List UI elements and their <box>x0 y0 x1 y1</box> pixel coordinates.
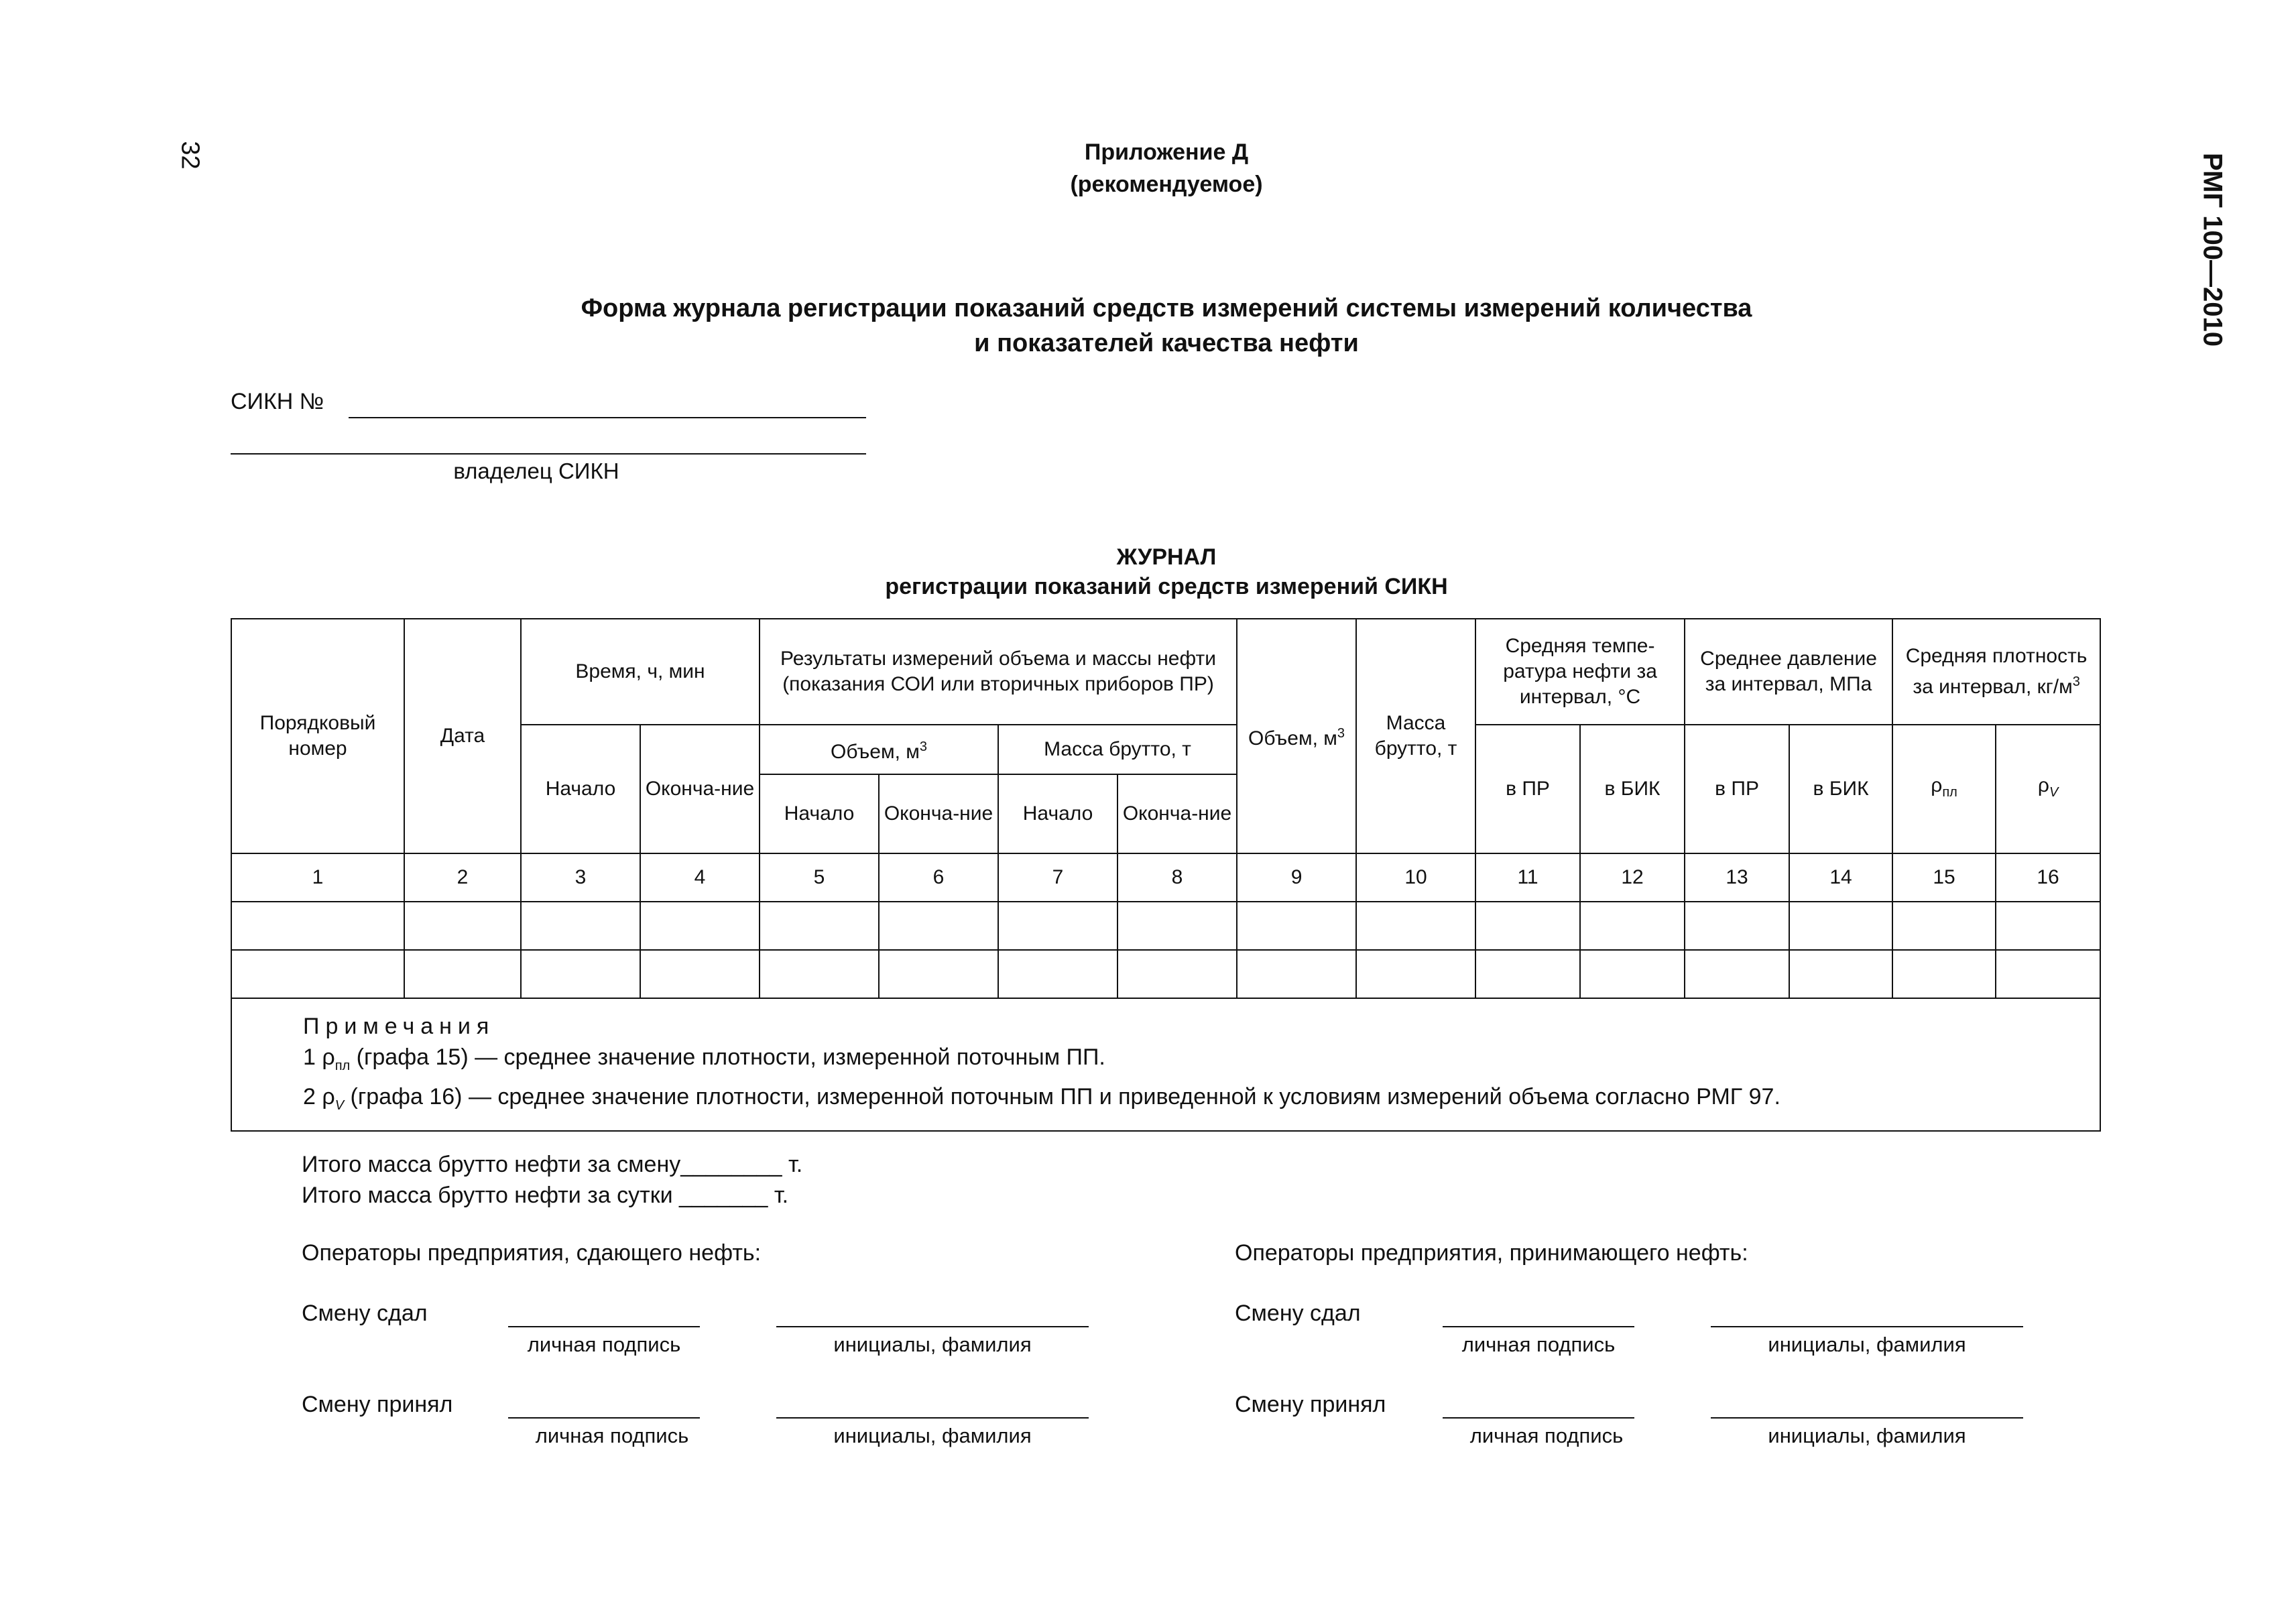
table-cell[interactable] <box>1237 950 1356 998</box>
form-title-line1: Форма журнала регистрации показаний средств измерений системы измерений количества <box>581 294 1752 322</box>
table-cell[interactable] <box>1892 950 1996 998</box>
column-number: 10 <box>1356 853 1475 902</box>
table-cell[interactable] <box>1996 950 2100 998</box>
header-date: Дата <box>404 619 521 853</box>
table-cell[interactable] <box>1685 950 1789 998</box>
journal-table <box>231 618 2101 1132</box>
initials-caption: инициалы, фамилия <box>1768 1333 1966 1356</box>
header-mass-end: Оконча-ние <box>1117 774 1237 853</box>
table-cell[interactable] <box>231 950 404 998</box>
column-number: 3 <box>521 853 640 902</box>
signature-caption: личная подпись <box>1469 1424 1624 1447</box>
header-time-end: Оконча-ние <box>640 725 760 853</box>
table-cell[interactable] <box>1580 902 1685 950</box>
header-rho-v: $\rho_V$ <box>1996 725 2100 853</box>
header-volume: Объем, $м^3$ <box>760 725 998 774</box>
signature-caption: личная подпись <box>535 1424 689 1447</box>
table-cell[interactable] <box>1117 950 1237 998</box>
header-pressure-in-bik: в БИК <box>1789 725 1892 853</box>
appendix-label: Приложение Д <box>1084 139 1249 165</box>
table-cell[interactable] <box>404 902 521 950</box>
header-avg-pressure: Среднее давление за интервал, МПа <box>1685 619 1892 725</box>
page-number: 32 <box>176 141 204 170</box>
table-cell[interactable] <box>998 950 1117 998</box>
column-number: 14 <box>1789 853 1892 902</box>
table-cell[interactable] <box>879 902 998 950</box>
note-1: 1 $\rho_{пл}$ (графа 15) — среднее значение плотности, измеренной поточным ПП. <box>303 1044 1105 1073</box>
header-avg-density: Средняя плотность за интервал, $кг/м^3$ <box>1892 619 2100 725</box>
appendix-status: (рекомендуемое) <box>1070 172 1263 197</box>
table-cell[interactable] <box>1789 950 1892 998</box>
header-pressure-in-pr: в ПР <box>1685 725 1789 853</box>
header-time: Время, ч, мин <box>521 619 760 725</box>
header-time-start: Начало <box>521 725 640 853</box>
table-cell[interactable] <box>1356 902 1475 950</box>
table-cell[interactable] <box>760 950 879 998</box>
total-shift-mass: Итого масса брутто нефти за смену________ т. <box>302 1152 803 1177</box>
table-cell[interactable] <box>640 902 760 950</box>
journal-title: ЖУРНАЛ <box>1116 544 1217 570</box>
receiving-operators-label: Операторы предприятия, принимающего нефть: <box>1235 1240 1748 1266</box>
sikn-number-field[interactable] <box>349 417 866 418</box>
table-cell[interactable] <box>1789 902 1892 950</box>
sending-operators-label: Операторы предприятия, сдающего нефть: <box>302 1240 762 1266</box>
table-cell[interactable] <box>231 902 404 950</box>
notes-block <box>231 998 2100 1131</box>
receiving-handed-signature-field[interactable] <box>1443 1326 1634 1327</box>
table-cell[interactable] <box>998 902 1117 950</box>
receiving-accepted-name-field[interactable] <box>1711 1417 2023 1419</box>
table-cell[interactable] <box>1892 902 1996 950</box>
standard-code: РМГ 100—2010 <box>2197 153 2228 347</box>
column-number: 11 <box>1475 853 1580 902</box>
table-row <box>231 950 2100 998</box>
column-number: 15 <box>1892 853 1996 902</box>
column-number: 12 <box>1580 853 1685 902</box>
table-cell[interactable] <box>521 902 640 950</box>
header-volume-start: Начало <box>760 774 879 853</box>
table-cell[interactable] <box>1237 902 1356 950</box>
column-number: 7 <box>998 853 1117 902</box>
sending-accepted-name-field[interactable] <box>776 1417 1089 1419</box>
header-temp-in-bik: в БИК <box>1580 725 1685 853</box>
table-cell[interactable] <box>1580 950 1685 998</box>
table-cell[interactable] <box>404 950 521 998</box>
column-number: 1 <box>231 853 404 902</box>
table-cell[interactable] <box>1117 902 1237 950</box>
header-mass-gross: Масса брутто, т <box>998 725 1237 774</box>
table-cell[interactable] <box>1685 902 1789 950</box>
note-2: 2 $\rho_V$ (графа 16) — среднее значение плотности, измеренной поточным ПП и приведенной к условиям измерений объема согласно РМГ 97. <box>303 1083 1780 1113</box>
sending-shift-handed-label: Смену сдал <box>302 1301 428 1326</box>
table-cell[interactable] <box>1996 902 2100 950</box>
sending-handed-signature-field[interactable] <box>508 1326 700 1327</box>
total-day-mass: Итого масса брутто нефти за сутки _______ т. <box>302 1183 789 1208</box>
header-rho-pl: $\rho_{пл}$ <box>1892 725 1996 853</box>
header-volume-end: Оконча-ние <box>879 774 998 853</box>
column-number: 4 <box>640 853 760 902</box>
table-row <box>231 902 2100 950</box>
sending-accepted-signature-field[interactable] <box>508 1417 700 1419</box>
column-number: 5 <box>760 853 879 902</box>
table-cell[interactable] <box>1475 950 1580 998</box>
owner-caption: владелец СИКН <box>453 459 619 483</box>
column-number: 6 <box>879 853 998 902</box>
table-cell[interactable] <box>1356 950 1475 998</box>
header-temp-in-pr: в ПР <box>1475 725 1580 853</box>
table-cell[interactable] <box>879 950 998 998</box>
receiving-shift-handed-label: Смену сдал <box>1235 1301 1361 1326</box>
receiving-accepted-signature-field[interactable] <box>1443 1417 1634 1419</box>
form-title-line2: и показателей качества нефти <box>974 329 1359 357</box>
table-cell[interactable] <box>521 950 640 998</box>
owner-field[interactable] <box>231 453 866 455</box>
header-avg-temperature: Средняя темпе-ратура нефти за интервал, °C <box>1475 619 1685 725</box>
sikn-number-label: СИКН № <box>231 389 324 414</box>
signature-caption: личная подпись <box>527 1333 681 1356</box>
journal-subtitle: регистрации показаний средств измерений СИКН <box>885 574 1448 599</box>
initials-caption: инициалы, фамилия <box>1768 1424 1966 1447</box>
column-number: 2 <box>404 853 521 902</box>
notes-title: Примечания <box>303 1014 495 1039</box>
receiving-handed-name-field[interactable] <box>1711 1326 2023 1327</box>
column-number: 9 <box>1237 853 1356 902</box>
table-cell[interactable] <box>640 950 760 998</box>
header-volume-total: Объем, $м^3$ <box>1237 619 1356 853</box>
receiving-shift-accepted-label: Смену принял <box>1235 1392 1386 1417</box>
header-results: Результаты измерений объема и массы нефти (показания СОИ или вторичных приборов ПР) <box>760 619 1237 725</box>
notes-row <box>231 998 2100 1131</box>
header-order-number: Порядковый номер <box>231 619 404 853</box>
signature-caption: личная подпись <box>1461 1333 1616 1356</box>
column-number: 13 <box>1685 853 1789 902</box>
initials-caption: инициалы, фамилия <box>833 1424 1032 1447</box>
column-number: 16 <box>1996 853 2100 902</box>
column-number-row <box>231 853 2100 902</box>
table-cell[interactable] <box>1475 902 1580 950</box>
sending-shift-accepted-label: Смену принял <box>302 1392 453 1417</box>
initials-caption: инициалы, фамилия <box>833 1333 1032 1356</box>
sending-handed-name-field[interactable] <box>776 1326 1089 1327</box>
table-cell[interactable] <box>760 902 879 950</box>
column-number: 8 <box>1117 853 1237 902</box>
header-mass-start: Начало <box>998 774 1117 853</box>
header-mass-total: Масса брутто, т <box>1356 619 1475 853</box>
